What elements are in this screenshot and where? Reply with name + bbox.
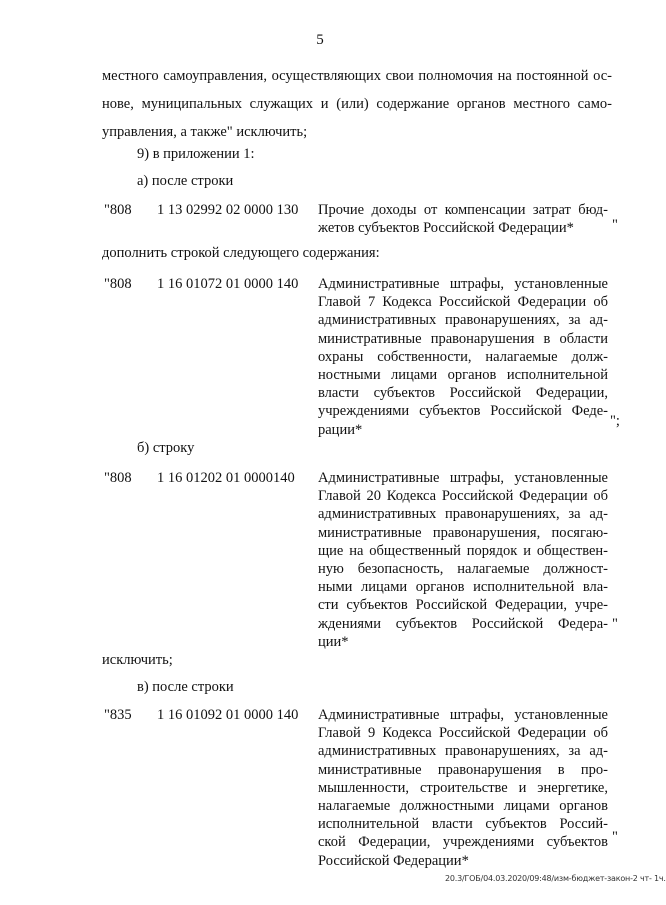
row-close-quote: " (612, 217, 618, 233)
row-code: "808 (104, 202, 132, 218)
exclude-text: исключить; (102, 652, 173, 668)
row-kbk: 1 16 01092 01 0000 140 (157, 707, 299, 723)
desc-line: ностными лицами органов исполнительной (318, 367, 608, 384)
page-number: 5 (316, 32, 324, 48)
intro-line: местного самоуправления, осуществляющих свои полномочия на постоянной ос- (102, 68, 612, 84)
desc-line: Главой 9 Кодекса Российской Федерации об (318, 725, 608, 742)
desc-line: Административные штрафы, установленные (318, 707, 608, 723)
desc-line: мышленности, строительстве и энергетике, (318, 779, 608, 796)
row-code: "808 (104, 276, 132, 292)
desc-line: министративные правонарушения в про- (318, 761, 608, 778)
intro-line: управления, а также" исключить; (102, 124, 308, 140)
sub-v-heading: в) после строки (137, 679, 234, 695)
row-close-quote: " (612, 616, 618, 632)
desc-line: рации* (318, 421, 363, 438)
footer-filepath: 20.3/ГОБ/04.03.2020/09:48/изм-бюджет-закон-2 чт- 1ч. (445, 874, 666, 883)
desc-line: административных правонарушениях, за ад- (318, 506, 608, 523)
row-kbk: 1 13 02992 02 0000 130 (157, 202, 299, 218)
desc-line: власти субъектов Российской Федерации, (318, 385, 608, 402)
row-close-quote: " (612, 829, 618, 845)
desc-line: Прочие доходы от компенсации затрат бюд- (318, 202, 608, 218)
desc-line: исполнительной власти субъектов Россий- (318, 816, 608, 833)
sub-b-heading: б) строку (137, 440, 195, 456)
desc-line: министративные правонарушения, посягаю- (318, 524, 608, 541)
row-close-quote: "; (610, 413, 620, 429)
desc-line: Главой 20 Кодекса Российской Федерации об (318, 488, 608, 505)
desc-line: ную безопасность, налагаемые должност- (318, 561, 608, 578)
sub-a-heading: а) после строки (137, 173, 234, 189)
row-description (318, 469, 608, 651)
row-description (318, 706, 608, 870)
desc-line: Административные штрафы, установленные (318, 276, 608, 292)
desc-line: ждениями субъектов Российской Федера- (318, 615, 608, 632)
desc-line: ции* (318, 633, 349, 650)
row-code: "808 (104, 470, 132, 486)
desc-line: ской Федерации, учреждениями субъектов (318, 834, 608, 851)
desc-line: охраны собственности, налагаемые долж- (318, 348, 608, 365)
intro-paragraph (102, 62, 612, 146)
desc-line: ными лицами органов исполнительной вла- (318, 579, 608, 596)
row-description (318, 275, 608, 439)
desc-line: Главой 7 Кодекса Российской Федерации об (318, 294, 608, 311)
desc-line: учреждениями субъектов Российской Феде- (318, 403, 608, 420)
row-code: "835 (104, 707, 132, 723)
desc-line: административных правонарушениях, за ад- (318, 312, 608, 329)
desc-line: Административные штрафы, установленные (318, 470, 608, 486)
row-description (318, 201, 608, 237)
intro-line: нове, муниципальных служащих и (или) содержание органов местного само- (102, 96, 612, 112)
desc-line: сти субъектов Российской Федерации, учре- (318, 597, 608, 614)
row-kbk: 1 16 01072 01 0000 140 (157, 276, 299, 292)
desc-line: министративные правонарушения в области (318, 330, 608, 347)
desc-line: Российской Федерации* (318, 852, 469, 869)
row-kbk: 1 16 01202 01 0000140 (157, 470, 295, 486)
desc-line: налагаемые должностными лицами органов (318, 798, 608, 815)
desc-line: жетов субъектов Российской Федерации* (318, 220, 574, 237)
desc-line: административных правонарушениях, за ад- (318, 743, 608, 760)
desc-line: щие на общественный порядок и обществен- (318, 542, 608, 559)
add-row-text: дополнить строкой следующего содержания: (102, 245, 380, 261)
item-9-heading: 9) в приложении 1: (137, 146, 255, 162)
